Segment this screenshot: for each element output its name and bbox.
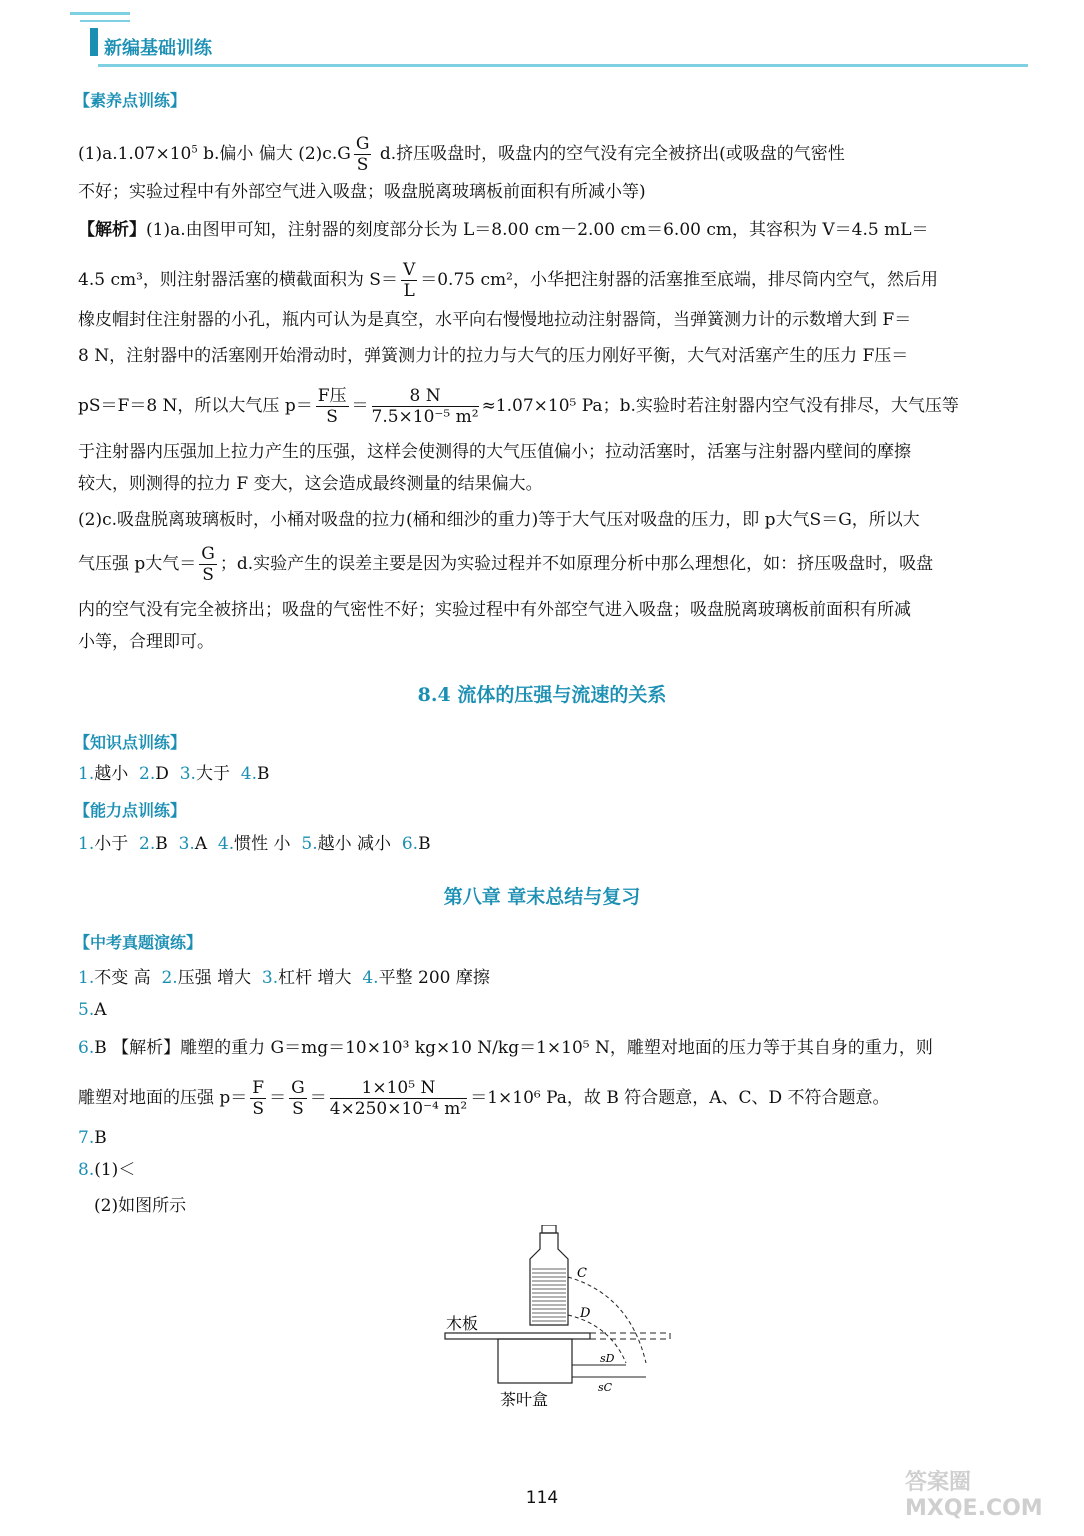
- answer: A: [94, 1000, 107, 1020]
- water: [532, 1269, 566, 1321]
- answer: (1)＜: [94, 1160, 136, 1180]
- watermark: 答案圈 MXQE.COM: [905, 1470, 1043, 1521]
- answer-line: [78, 134, 845, 175]
- analysis-line: 小等，合理即可。: [78, 632, 214, 652]
- page-header: [0, 0, 1084, 70]
- denominator: 7.5×10⁻⁵ m²: [371, 407, 479, 427]
- text: 5: [191, 144, 198, 156]
- question-number: 4.: [240, 764, 258, 784]
- text: b.偏小 偏大 (2)c.G: [197, 144, 351, 164]
- answer-line: 雕塑对地面的压强 p＝ $\frac{F}{S}$ ＝ $\frac{G}{S}$ ＝ $\frac{\text{1×10⁵ N}}{\text{4×250×10⁻⁴ m²}}$ ＝1×10⁶ Pa，故 B 符合题意，A、C、D 不符合题意。: [78, 1078, 890, 1119]
- answer-line: [78, 1036, 933, 1060]
- numerator: G: [201, 544, 215, 564]
- question-number: 7.: [78, 1128, 95, 1148]
- analysis-line: [78, 218, 929, 242]
- question-number: 2.: [139, 764, 156, 784]
- header-accent-bar: [90, 28, 98, 56]
- denominator: S: [252, 1099, 265, 1119]
- question-number: 4.: [362, 968, 379, 988]
- analysis-line: (2)c.吸盘脱离玻璃板时，小桶对吸盘的拉力(桶和细沙的重力)等于大气压对吸盘的压力，即 p大气S＝G，所以大: [78, 510, 920, 530]
- analysis-line: 8 N，注射器中的活塞刚开始滑动时，弹簧测力计的拉力与大气的压力刚好平衡，大气对活塞产生的压力 F压＝: [78, 346, 909, 366]
- header-decoration: [80, 20, 130, 22]
- question-number: 6.: [401, 834, 419, 854]
- book-title: 新编基础训练: [104, 38, 212, 59]
- text: (1)a.由图甲可知，注射器的刻度部分长为 L＝8.00 cm－2.00 cm＝6.00 cm，其容积为 V＝4.5 mL＝: [146, 220, 929, 240]
- question-number: 1.: [78, 764, 95, 784]
- answer: D: [155, 764, 169, 784]
- denominator: 4×250×10⁻⁴ m²: [329, 1099, 468, 1119]
- numerator: G: [291, 1078, 305, 1098]
- section-tag: 【中考真题演练】: [74, 933, 203, 952]
- answer-line: [78, 966, 490, 990]
- question-number: 2.: [161, 968, 178, 988]
- experiment-diagram: [430, 1225, 690, 1415]
- section-tag: 【素养点训练】: [74, 91, 187, 110]
- tea-box: [498, 1339, 572, 1383]
- fraction: [372, 386, 479, 427]
- answer: 越小: [94, 764, 129, 784]
- question-number: 5.: [301, 834, 318, 854]
- answer-line: (2)如图所示: [94, 1196, 187, 1216]
- question-number: 8.: [78, 1160, 95, 1180]
- question-number: 6.: [78, 1038, 95, 1058]
- denominator: S: [202, 565, 214, 585]
- answer-line: [78, 1126, 107, 1150]
- text: d.挤压吸盘时，吸盘内的空气没有完全被挤出(或吸盘的气密性: [374, 144, 845, 164]
- question-number: 5.: [78, 1000, 95, 1020]
- question-number: 3.: [178, 834, 195, 854]
- analysis-line: 于注射器内压强加上拉力产生的压强，这样会使测得的大气压值偏小；拉动活塞时，活塞与注射器内壁间的摩擦: [78, 442, 911, 462]
- text: 雕塑对地面的压强 p＝: [78, 1088, 248, 1108]
- fraction: [330, 1078, 468, 1119]
- fraction: [316, 386, 349, 427]
- answer: A: [194, 834, 208, 854]
- label-board: 木板: [446, 1314, 479, 1333]
- answer: 小于: [94, 834, 129, 854]
- text: pS＝F＝8 N，所以大气压 p＝: [78, 396, 313, 416]
- label-d: D: [580, 1306, 591, 1321]
- denominator: L: [403, 281, 415, 301]
- bottle-cap: [542, 1225, 556, 1233]
- numerator: 1×10⁵ N: [330, 1078, 468, 1099]
- question-number: 2.: [139, 834, 156, 854]
- fraction: [354, 134, 372, 175]
- bottle: [530, 1233, 568, 1325]
- text: ＝1×10⁶ Pa，故 B 符合题意，A、C、D 不符合题意。: [470, 1088, 890, 1108]
- numerator: F压: [317, 386, 347, 406]
- answer: 平整 200 摩擦: [378, 968, 490, 988]
- section-tag: 【能力点训练】: [74, 801, 187, 820]
- board: [445, 1333, 590, 1339]
- numerator: 8 N: [372, 386, 479, 407]
- denominator: S: [356, 155, 369, 175]
- answer: B 【解析】雕塑的重力 G＝mg＝10×10³ kg×10 N/kg＝1×10⁵ N，雕塑对地面的压力等于其自身的重力，则: [94, 1038, 933, 1058]
- answer: 不变 高: [94, 968, 151, 988]
- question-number: 3.: [179, 764, 196, 784]
- analysis-line: 橡皮帽封住注射器的小孔，瓶内可认为是真空，水平向右慢慢地拉动注射器筒，当弹簧测力计的示数增大到 F＝: [78, 310, 912, 330]
- page-number: 114: [525, 1488, 559, 1508]
- numerator: F: [252, 1078, 265, 1098]
- answer: B: [257, 764, 270, 784]
- denominator: S: [292, 1099, 304, 1119]
- text: ≈1.07×10⁵ Pa；b.实验时若注射器内空气没有排尽，大气压等: [481, 396, 959, 416]
- section-title: 8.4 流体的压强与流速的关系: [417, 684, 667, 706]
- header-decoration: [70, 12, 130, 15]
- analysis-line: [78, 260, 938, 301]
- question-number: 1.: [78, 968, 95, 988]
- answer: 杠杆 增大: [278, 968, 352, 988]
- answer-line: [78, 832, 431, 856]
- answer: B: [418, 834, 431, 854]
- section-tag: 【知识点训练】: [74, 733, 187, 752]
- answer-line: 不好；实验过程中有外部空气进入吸盘；吸盘脱离玻璃板前面积有所减小等): [78, 182, 646, 202]
- fraction: [250, 1078, 266, 1119]
- denominator: S: [326, 407, 338, 427]
- board-extension: [590, 1333, 670, 1339]
- label-box: 茶叶盒: [500, 1390, 549, 1409]
- answer: B: [94, 1128, 107, 1148]
- analysis-line: 较大，则测得的拉力 F 变大，这会造成最终测量的结果偏大。: [78, 474, 543, 494]
- text: ；d.实验产生的误差主要是因为实验过程并不如原理分析中那么理想化，如：挤压吸盘时，吸盘: [219, 554, 934, 574]
- answer: 惯性 小: [234, 834, 291, 854]
- analysis-line: pS＝F＝8 N，所以大气压 p＝ $\frac{\text{F压}}{S}$ ＝ $\frac{8 N}{\text{7.5×10⁻⁵ m²}}$ ≈1.07×10⁵ Pa；b.实验时若注射器内空气没有排尽，大气压等: [78, 386, 959, 427]
- numerator: G: [355, 134, 370, 154]
- text: ＝0.75 cm²，小华把注射器的活塞推至底端，排尽筒内空气，然后用: [420, 270, 938, 290]
- label-sd: sD: [600, 1352, 615, 1365]
- text: 4.5 cm³，则注射器活塞的横截面积为 S＝: [78, 270, 398, 290]
- answer-line: [78, 998, 107, 1022]
- analysis-label: 【解析】: [78, 220, 146, 240]
- numerator: V: [402, 260, 416, 280]
- header-rule: [98, 64, 1028, 67]
- text: (1)a.1.07×10: [78, 144, 192, 164]
- text: 气压强 p大气＝: [78, 554, 197, 574]
- fraction: [401, 260, 417, 301]
- analysis-line: [78, 544, 933, 585]
- answer: 压强 增大: [177, 968, 252, 988]
- analysis-line: 内的空气没有完全被挤出；吸盘的气密性不好；实验过程中有外部空气进入吸盘；吸盘脱离玻璃板前面积有所减: [78, 600, 911, 620]
- fraction: [199, 544, 217, 585]
- label-c: C: [577, 1266, 587, 1281]
- question-number: 1.: [78, 834, 95, 854]
- fraction: [289, 1078, 307, 1119]
- question-number: 4.: [217, 834, 235, 854]
- answer-line: [78, 762, 270, 786]
- answer-line: [78, 1158, 135, 1182]
- label-sc: sC: [598, 1381, 613, 1394]
- section-title: 第八章 章末总结与复习: [443, 886, 641, 908]
- answer: 大于: [195, 764, 230, 784]
- answer: B: [155, 834, 168, 854]
- answer: 越小 减小: [317, 834, 392, 854]
- question-number: 3.: [261, 968, 279, 988]
